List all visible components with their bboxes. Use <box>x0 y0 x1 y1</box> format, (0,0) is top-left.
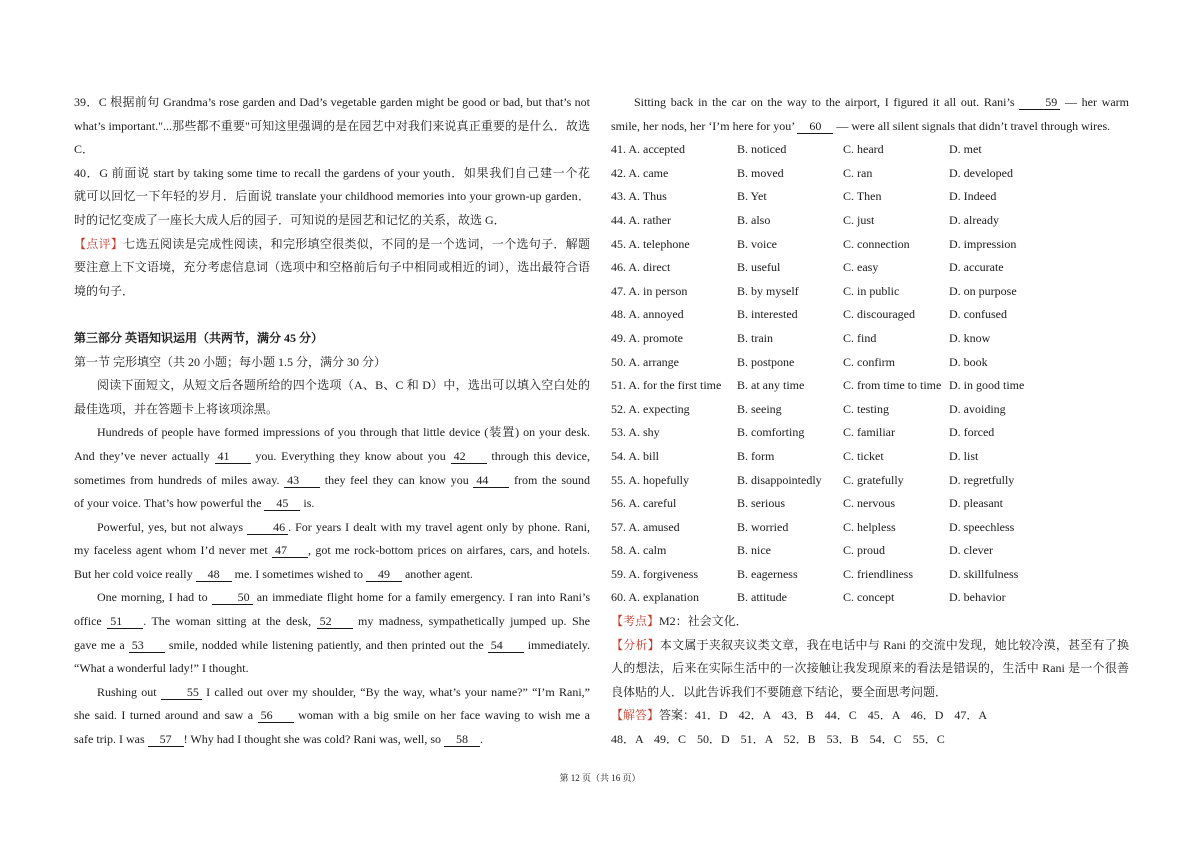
blank-45: 45 <box>264 496 300 511</box>
review-line: 境的句子． <box>74 283 135 298</box>
option-d: D. pleasant <box>949 496 1003 511</box>
option-c: C. familiar <box>843 425 895 440</box>
passage-line <box>74 421 590 445</box>
option-b: B. nice <box>737 543 771 558</box>
option-row <box>611 469 1129 493</box>
passage-line <box>74 492 590 516</box>
fenxi-text: 本文属于夹叙夹议类文章，我在电话中与 Rani 的交流中发现，她比较冷漠，甚至有了换 <box>659 637 1129 652</box>
passage-text: ! Why had I thought she was cold? Rani was, well, so <box>183 732 445 747</box>
blank-56: 56 <box>258 708 294 723</box>
option-d: D. list <box>949 448 979 463</box>
review-tag: 【点评】 <box>74 236 124 251</box>
option-b: B. noticed <box>737 142 787 157</box>
answer-line <box>611 704 1129 728</box>
option-b: B. moved <box>737 165 784 180</box>
option-b: B. Yet <box>737 189 767 204</box>
option-c: C. nervous <box>843 496 895 511</box>
review-line: 要注意上下文语境，充分考虑信息词（选项中和空格前后句子中相同或相近的词），选出最符合语 <box>74 260 590 275</box>
passage-line <box>74 610 590 634</box>
option-c: C. gratefully <box>843 472 904 487</box>
option-c: C. ran <box>843 165 873 180</box>
option-row <box>611 280 1129 304</box>
blank-49: 49 <box>366 567 402 582</box>
passage-text: , got me rock-bottom prices on airfares, cars, and hotels. <box>308 543 590 558</box>
passage-text: — her warm <box>1060 95 1129 109</box>
option-c: C. Then <box>843 189 882 204</box>
blank-54: 54 <box>488 638 524 653</box>
passage-line <box>74 681 590 705</box>
passage-text: immediately. <box>523 637 590 652</box>
option-row <box>611 563 1129 587</box>
option-d: D. developed <box>949 165 1013 180</box>
blank-46: 46 <box>247 520 288 535</box>
answers-1: 答案：41．D 42．A 43．B 44．C 45．A 46．D 47．A <box>659 708 988 723</box>
option-row <box>611 185 1129 209</box>
option-d: D. regretfully <box>949 472 1015 487</box>
option-d: D. accurate <box>949 260 1004 275</box>
q39-line: what’s important."...那些都不重要"可知这里强调的是在园艺中对我们来说真正重要的是什么．故选 <box>74 118 590 133</box>
option-d: D. book <box>949 354 988 369</box>
option-b: B. postpone <box>737 354 795 369</box>
option-d: D. in good time <box>949 378 1025 393</box>
blank-58: 58 <box>444 732 480 747</box>
blank-50: 50 <box>212 590 253 605</box>
option-a: 54. A. bill <box>611 448 660 463</box>
option-b: B. voice <box>737 236 777 251</box>
option-a: 41. A. accepted <box>611 142 685 157</box>
option-d: D. already <box>949 212 999 227</box>
passage-text: me. I sometimes wished to <box>231 566 366 581</box>
blank-48: 48 <box>196 567 232 582</box>
option-b: B. serious <box>737 496 785 511</box>
option-row <box>611 492 1129 516</box>
left-column <box>74 91 590 752</box>
review-text: 七选五阅读是完成性阅读，和完形填空很类似，不同的是一个选词，一个选句子．解题 <box>123 236 590 251</box>
option-b: B. comforting <box>737 425 805 440</box>
option-b: B. train <box>737 330 773 345</box>
option-c: C. in public <box>843 283 900 298</box>
option-row <box>611 445 1129 469</box>
option-row <box>611 138 1129 162</box>
option-a: 57. A. amused <box>611 519 680 534</box>
blank-51: 51 <box>107 614 143 629</box>
passage-left <box>74 421 590 751</box>
option-a: 53. A. shy <box>611 425 660 440</box>
passage-text: office <box>74 614 108 629</box>
option-b: B. worried <box>737 519 789 534</box>
passage-line <box>74 728 590 752</box>
option-row <box>611 539 1129 563</box>
option-a: 45. A. telephone <box>611 236 690 251</box>
passage-text: smile, nodded while listening patiently, and then printed out the <box>164 637 488 652</box>
passage-text: smile, her nods, her ‘I’m here for you’ <box>611 118 798 133</box>
passage-line <box>74 634 590 658</box>
option-row <box>611 374 1129 398</box>
blank-59: 59 <box>1019 95 1060 110</box>
option-row <box>611 256 1129 280</box>
option-c: C. friendliness <box>843 566 913 581</box>
passage-text: . For years I dealt with my travel agent only by phone. Rani, <box>288 519 590 534</box>
passage-text: they feel they can know you <box>320 472 474 487</box>
passage-text: . The woman sitting at the desk, <box>143 614 317 629</box>
passage-text: Sitting back in the car on the way to the airport, I figured it all out. Rani’s <box>634 95 1020 109</box>
option-row <box>611 398 1129 422</box>
blank-52: 52 <box>317 614 353 629</box>
passage-text: woman with a big smile on her face waving to wish me a <box>293 708 590 723</box>
option-row <box>611 351 1129 375</box>
option-a: 51. A. for the first time <box>611 378 722 393</box>
option-row <box>611 586 1129 610</box>
option-row <box>611 421 1129 445</box>
passage-text: . <box>480 732 484 747</box>
passage-text: of your voice. That’s how powerful the <box>74 496 265 511</box>
option-c: C. concept <box>843 590 895 605</box>
page-footer: 第 12 页（共 16 页） <box>559 773 641 783</box>
option-row <box>611 327 1129 351</box>
blank-42: 42 <box>451 449 487 464</box>
option-row <box>611 303 1129 327</box>
blank-44: 44 <box>473 473 509 488</box>
option-row <box>611 233 1129 257</box>
option-a: 47. A. in person <box>611 283 688 298</box>
option-a: 42. A. came <box>611 165 669 180</box>
passage-line <box>74 704 590 728</box>
option-d: D. clever <box>949 543 993 558</box>
passage-line <box>74 445 590 469</box>
option-c: C. testing <box>843 401 890 416</box>
option-row <box>611 516 1129 540</box>
option-a: 52. A. expecting <box>611 401 690 416</box>
kaodian-tag: 【考点】 <box>611 614 660 629</box>
blank-55: 55 <box>161 685 202 700</box>
passage-text: my madness, sympathetically jumped up. She <box>352 614 590 629</box>
option-b: B. disappointedly <box>737 472 822 487</box>
q39-line: 39．C 根据前句 Grandma’s rose garden and Dad’s vegetable garden might be good or bad, but that’s not <box>74 95 590 109</box>
passage-text: from the sound <box>509 472 590 487</box>
option-a: 46. A. direct <box>611 260 671 275</box>
fenxi-line: 人的想法，后来在实际生活中的一次接触让我发现原来的看法是错误的，生活中 Rani 是一个很善 <box>611 661 1129 676</box>
passage-text: gave me a <box>74 637 129 652</box>
passage-text: another agent. <box>401 566 473 581</box>
option-a: 56. A. careful <box>611 496 677 511</box>
passage-text: she said. I turned around and saw a <box>74 708 258 723</box>
option-b: B. eagerness <box>737 566 798 581</box>
option-d: D. impression <box>949 236 1017 251</box>
option-c: C. find <box>843 330 877 345</box>
option-a: 43. A. Thus <box>611 189 667 204</box>
option-d: D. skillfulness <box>949 566 1019 581</box>
option-c: C. connection <box>843 236 910 251</box>
option-d: D. forced <box>949 425 995 440</box>
option-a: 59. A. forgiveness <box>611 566 699 581</box>
option-d: D. know <box>949 330 991 345</box>
option-a: 50. A. arrange <box>611 354 679 369</box>
option-c: C. discouraged <box>843 307 915 322</box>
option-a: 48. A. annoyed <box>611 307 684 322</box>
passage-line <box>74 586 590 610</box>
passage-text: Powerful, yes, but not always <box>97 519 248 534</box>
passage-right <box>611 91 1129 138</box>
fenxi-line: 良体贴的人．以此告诉我们不要随意下结论，要全面思考问题． <box>611 684 948 699</box>
q40-line: 时的记忆变成了一座长大成人后的园子．可知说的是园艺和记忆的关系，故选 G． <box>74 212 506 227</box>
kaodian-line <box>611 610 1129 634</box>
option-c: C. helpless <box>843 519 896 534</box>
passage-line <box>74 657 590 681</box>
fenxi-tag: 【分析】 <box>611 637 660 652</box>
option-c: C. easy <box>843 260 879 275</box>
section1-title: 第一节 完形填空（共 20 小题；每小题 1.5 分，满分 30 分） <box>74 354 387 369</box>
option-a: 55. A. hopefully <box>611 472 689 487</box>
option-c: C. ticket <box>843 448 884 463</box>
passage-text: safe trip. I was <box>74 732 148 747</box>
instructions-line: 阅读下面短文，从短文后各题所给的四个选项（A、B、C 和 D）中，选出可以填入空白处的 <box>97 378 590 393</box>
option-b: B. attitude <box>737 590 787 605</box>
option-a: 58. A. calm <box>611 543 667 558</box>
blank-57: 57 <box>148 732 184 747</box>
fenxi-line <box>611 634 1129 658</box>
blank-41: 41 <box>215 449 251 464</box>
passage-line <box>611 91 1129 115</box>
kaodian-text: M2：社会文化． <box>659 614 748 629</box>
q40-line: 就可以回忆一下年轻的岁月．后面说 translate your childhood memories into your grown-up garden． <box>74 189 590 204</box>
option-d: D. behavior <box>949 590 1006 605</box>
passage-text: is. <box>300 496 315 511</box>
passage-text: sometimes from hundreds of miles away. <box>74 472 285 487</box>
option-c: C. heard <box>843 142 884 157</box>
passage-line <box>74 539 590 563</box>
q40-line: 40．G 前面说 start by taking some time to recall the gardens of your youth．如果我们自己建一个花 <box>74 165 590 180</box>
option-d: D. speechless <box>949 519 1015 534</box>
passage-text: you. Everything they know about you <box>250 448 451 463</box>
option-b: B. also <box>737 212 771 227</box>
blank-43: 43 <box>284 473 320 488</box>
passage-line <box>74 516 590 540</box>
option-b: B. seeing <box>737 401 782 416</box>
passage-text: Rushing out <box>97 684 161 699</box>
option-c: C. just <box>843 212 875 227</box>
option-b: B. form <box>737 448 775 463</box>
option-b: B. at any time <box>737 378 805 393</box>
options-table <box>611 138 1129 610</box>
option-row <box>611 162 1129 186</box>
review-line <box>74 233 590 257</box>
option-d: D. confused <box>949 307 1007 322</box>
option-a: 44. A. rather <box>611 212 671 227</box>
passage-text: my faceless agent whom I’d never met <box>74 543 273 558</box>
option-b: B. by myself <box>737 283 799 298</box>
q39-line: C． <box>74 142 95 157</box>
blank-60: 60 <box>797 119 833 134</box>
blank-53: 53 <box>129 638 165 653</box>
option-c: C. confirm <box>843 354 895 369</box>
passage-text: through this device, <box>486 448 590 463</box>
jieda-tag: 【解答】 <box>611 708 660 723</box>
passage-line <box>611 115 1129 139</box>
option-d: D. on purpose <box>949 283 1017 298</box>
option-b: B. useful <box>737 260 781 275</box>
option-a: 60. A. explanation <box>611 590 699 605</box>
passage-text: And they’ve never actually <box>74 448 215 463</box>
passage-text: One morning, I had to <box>97 590 212 605</box>
passage-text: I called out over my shoulder, “By the way, what’s your name?” “I’m Rani,” <box>201 684 590 699</box>
right-column <box>611 91 1129 752</box>
answer-line: 48．A 49．C 50．D 51．A 52．B 53．B 54．C 55．C <box>611 732 945 747</box>
passage-text: an immediate flight home for a family emergency. I ran into Rani’s <box>252 590 590 605</box>
option-d: D. met <box>949 142 982 157</box>
passage-text: But her cold voice really <box>74 566 196 581</box>
instructions-line: 最佳选项，并在答题卡上将该项涂黑。 <box>74 401 279 416</box>
passage-text: — were all silent signals that didn’t travel through wires. <box>833 118 1111 133</box>
option-c: C. from time to time <box>843 378 942 393</box>
part3-title: 第三部分 英语知识运用（共两节，满分 45 分） <box>74 330 324 345</box>
passage-text: Hundreds of people have formed impressions of you through that little device (装置) on your desk. <box>97 425 590 440</box>
option-d: D. avoiding <box>949 401 1006 416</box>
passage-text: “What a wonderful lady!” I thought. <box>74 661 249 676</box>
option-d: D. Indeed <box>949 189 997 204</box>
option-a: 49. A. promote <box>611 330 683 345</box>
option-b: B. interested <box>737 307 798 322</box>
passage-line <box>74 469 590 493</box>
option-c: C. proud <box>843 543 885 558</box>
blank-47: 47 <box>272 543 308 558</box>
passage-line <box>74 563 590 587</box>
option-row <box>611 209 1129 233</box>
